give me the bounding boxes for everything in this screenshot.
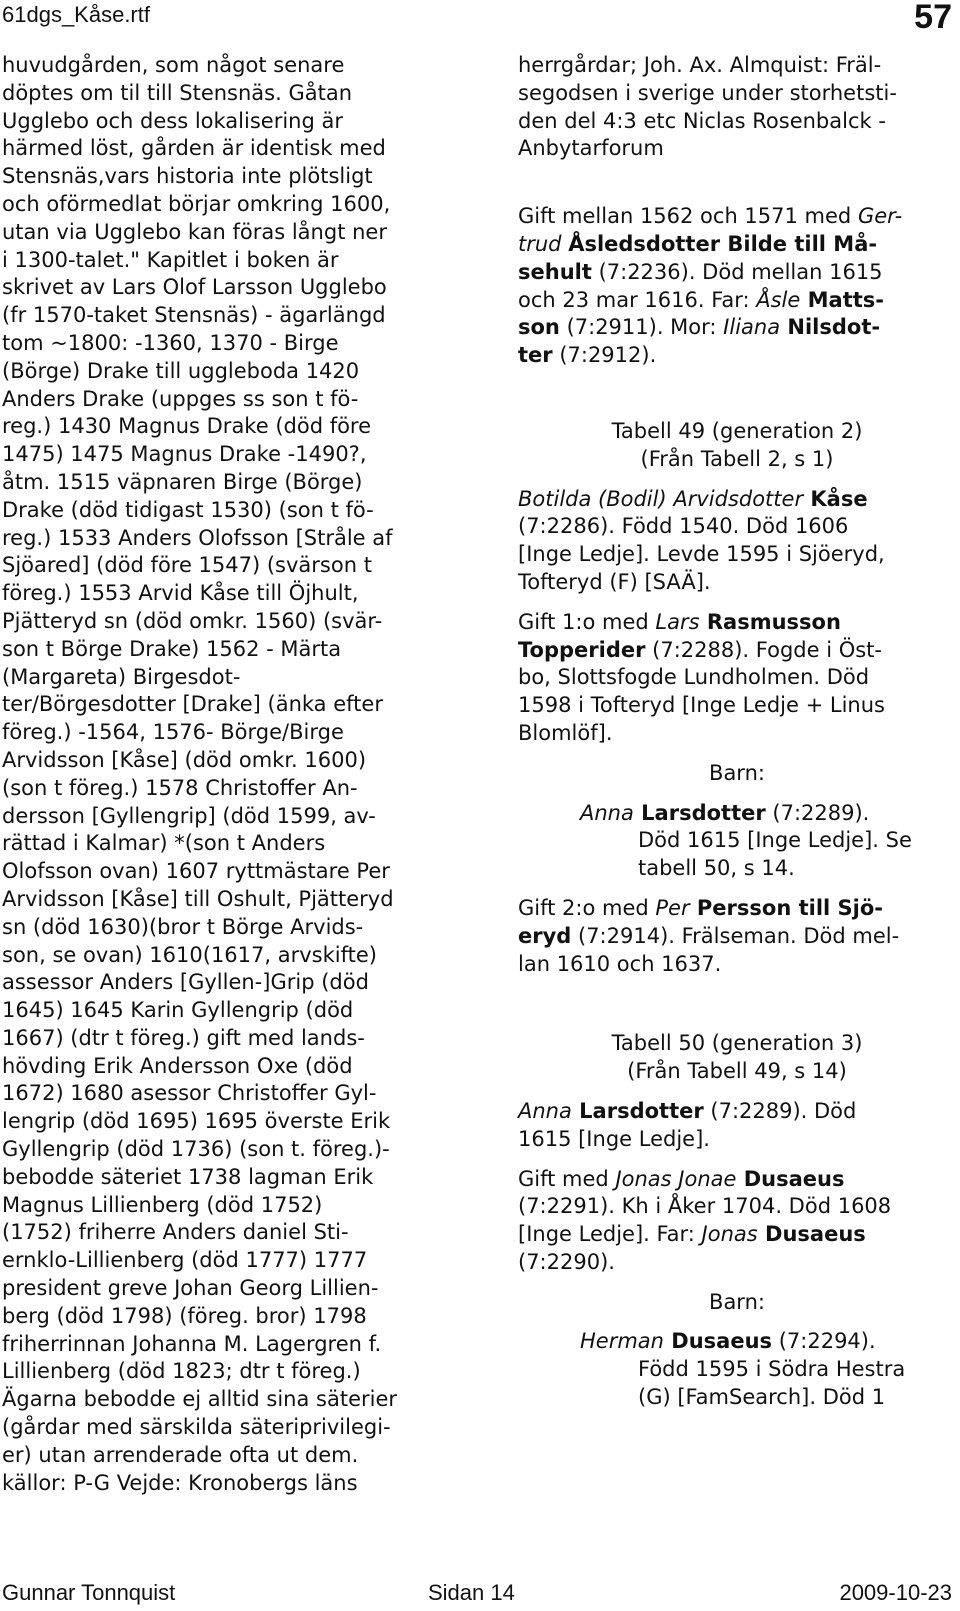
text-line: (Margareta) Birgesdot- (2, 664, 241, 689)
text-line: härmed löst, gården är identisk med (2, 136, 386, 161)
text-line: (gårdar med särskilda säteriprivilegi- (2, 1415, 391, 1440)
text-line: Ägarna bebodde ej alltid sina säterier (2, 1387, 398, 1412)
text-line: bebodde säteriet 1738 lagman Erik (2, 1164, 374, 1189)
text-line: segodsen i sverige under storhetsti- (518, 80, 897, 105)
intro-paragraph (518, 52, 956, 163)
text-line: Pjätteryd sn (död omkr. 1560) (svär- (2, 608, 383, 633)
text-line: 1475) 1475 Magnus Drake -1490?, (2, 442, 367, 467)
text-line: (1752) friherre Anders daniel Sti- (2, 1220, 349, 1245)
text-line: utan via Ugglebo kan föras långt ner (2, 219, 387, 244)
text-line: assessor Anders [Gyllen-]Grip (död (2, 970, 369, 995)
text-line: Ugglebo och dess lokalisering är (2, 108, 343, 133)
text-line: Olofsson ovan) 1607 ryttmästare Per (2, 859, 390, 884)
text-line: Drake (död tidigast 1530) (son t fö- (2, 497, 374, 522)
text-line: Lillienberg (död 1823; dtr t föreg.) (2, 1359, 361, 1384)
text-line: åtm. 1515 väpnaren Birge (Börge) (2, 469, 363, 494)
text-line: och oförmedlat börjar omkring 1600, (2, 191, 391, 216)
marriage-2: Gift 2:o med Per Persson till Sjö- eryd (7:2914). Frälseman. Död mel- lan 1610 och 1637. (518, 895, 900, 976)
children-label: Barn: (709, 760, 765, 785)
text-line: ter/Börgesdotter [Drake] (änka efter (2, 692, 383, 717)
person-botilda: Botilda (Bodil) Arvidsdotter Kåse (7:2286). Född 1540. Död 1606 [Inge Ledje]. Levde 1595 i Sjöeryd, Tofteryd (F) [SAÄ]. (518, 486, 885, 594)
children-label: Barn: (709, 1289, 765, 1314)
text-line: döptes om til till Stensnäs. Gåtan (2, 80, 353, 105)
text-line: Anders Drake (uppges ss son t fö- (2, 386, 359, 411)
text-line: skrivet av Lars Olof Larsson Ugglebo (2, 275, 387, 300)
child-anna: Anna Larsdotter (7:2289). Död 1615 [Inge Ledje]. Se tabell 50, s 14. (580, 800, 912, 881)
marriage-jonas: Gift med Jonas Jonae Dusaeus (7:2291). Kh i Åker 1704. Död 1608 [Inge Ledje]. Far: Jonas Dusaeus (7:2290). (518, 1166, 892, 1274)
text-line: (fr 1570-taket Stensnäs) - ägarlängd (2, 303, 386, 328)
text-line: lengrip (död 1695) 1695 överste Erik (2, 1109, 391, 1134)
page-number: 57 (914, 0, 952, 36)
text-line: huvudgården, som något senare (2, 53, 345, 77)
text-line: herrgårdar; Joh. Ax. Almquist: Fräl- (518, 53, 882, 77)
text-line: rättad i Kalmar) *(son t Anders (2, 831, 326, 856)
file-name: 61dgs_Kåse.rtf (2, 2, 150, 27)
table-49-heading: Tabell 49 (generation 2) (Från Tabell 2, s 1) (611, 418, 863, 471)
text-line: reg.) 1533 Anders Olofsson [Stråle af (2, 525, 393, 550)
text-line: Arvidsson [Kåse] till Oshult, Pjätteryd (2, 886, 394, 911)
text-line: källor: P-G Vejde: Kronobergs läns (2, 1470, 358, 1495)
text-line: ernklo-Lillienberg (död 1777) 1777 (2, 1248, 368, 1273)
text-line: 1645) 1645 Karin Gyllengrip (död (2, 998, 354, 1023)
text-line: hövding Erik Andersson Oxe (död (2, 1053, 353, 1078)
table-50-heading: Tabell 50 (generation 3) (Från Tabell 49, s 14) (611, 1031, 863, 1084)
text-line: föreg.) 1553 Arvid Kåse till Öjhult, (2, 581, 359, 606)
child-herman: Herman Dusaeus (7:2294). Född 1595 i Södra Hestra (G) [FamSearch]. Död 1 (580, 1329, 906, 1410)
text-line: 1672) 1680 asessor Christoffer Gyl- (2, 1081, 377, 1106)
text-line: Sjöared] (död före 1547) (svärson t (2, 553, 372, 578)
text-line: Gyllengrip (död 1736) (son t. föreg.)- (2, 1137, 390, 1162)
text-line: tom ~1800: -1360, 1370 - Birge (2, 330, 339, 355)
left-column (2, 52, 457, 1497)
text-line: 1667) (dtr t föreg.) gift med lands- (2, 1025, 365, 1050)
text-line: reg.) 1430 Magnus Drake (död före (2, 414, 372, 439)
text-line: son, se ovan) 1610(1617, arvskifte) (2, 942, 377, 967)
marriage-paragraph: Gift mellan 1562 och 1571 med Ger- trud Åsledsdotter Bilde till Må- sehult (7:2236). Död mellan 1615 och 23 mar 1616. Far: Åsle Matts- son (7:2911). Mor: Iliana Nilsdot- ter (7:2912). (518, 204, 903, 368)
person-anna: Anna Larsdotter (7:2289). Död 1615 [Inge Ledje]. (518, 1098, 857, 1151)
text-line: (Börge) Drake till uggleboda 1420 (2, 358, 360, 383)
text-line: friherrinnan Johanna M. Lagergren f. (2, 1331, 382, 1356)
text-line: den del 4:3 etc Niclas Rosenbalck - (518, 108, 886, 133)
right-column (518, 52, 956, 1412)
text-line: er) utan arrenderade ofta ut dem. (2, 1442, 359, 1467)
footer-page: Sidan 14 (428, 1580, 515, 1605)
text-line: president greve Johan Georg Lillien- (2, 1276, 379, 1301)
text-line: Stensnäs,vars historia inte plötsligt (2, 164, 373, 189)
marriage-1: Gift 1:o med Lars Rasmusson Topperider (7:2288). Fogde i Öst- bo, Slottsfogde Lundholmen. Död 1598 i Tofteryd [Inge Ledje + Linus Blomlöf]. (518, 609, 885, 745)
text-line: dersson [Gyllengrip] (död 1599, av- (2, 803, 376, 828)
text-line: son t Börge Drake) 1562 - Märta (2, 636, 342, 661)
text-line: föreg.) -1564, 1576- Börge/Birge (2, 720, 344, 745)
text-line: i 1300-talet." Kapitlet i boken är (2, 247, 339, 272)
text-line: (son t föreg.) 1578 Christoffer An- (2, 775, 358, 800)
text-line: sn (död 1630)(bror t Börge Arvids- (2, 914, 364, 939)
footer-date: 2009-10-23 (839, 1580, 952, 1605)
footer-author: Gunnar Tonnquist (2, 1580, 176, 1605)
text-line: Arvidsson [Kåse] (död omkr. 1600) (2, 747, 367, 772)
text-line: berg (död 1798) (föreg. bror) 1798 (2, 1303, 367, 1328)
text-line: Anbytarforum (518, 136, 664, 161)
text-line: Magnus Lillienberg (död 1752) (2, 1192, 323, 1217)
